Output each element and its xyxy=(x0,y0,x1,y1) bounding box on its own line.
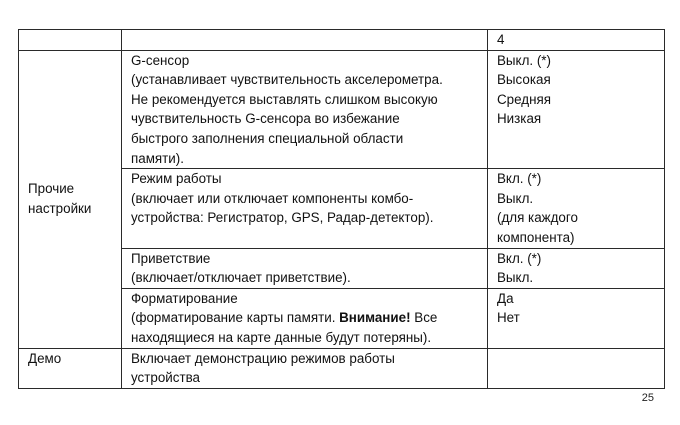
values-cell-formatting xyxy=(488,288,665,348)
settings-table xyxy=(18,29,665,389)
setting-description-line: находящиеся на карте данные будут потеряны). xyxy=(131,329,432,345)
setting-description-line: (включает/отключает приветствие). xyxy=(131,270,351,286)
value-option: Высокая xyxy=(497,72,551,88)
section-label-demo: Демо xyxy=(19,348,122,388)
setting-description-line: памяти). xyxy=(131,150,184,166)
setting-title: Приветствие xyxy=(131,250,211,266)
setting-description-line: Не рекомендуется выставлять слишком высокую xyxy=(131,91,438,107)
table-header-row xyxy=(19,30,665,51)
setting-description-line xyxy=(131,308,481,328)
value-option: Да xyxy=(497,290,514,306)
value-option: компонента) xyxy=(497,229,575,245)
description-text: Все xyxy=(410,310,438,326)
warning-label: Внимание! xyxy=(339,310,411,326)
setting-title: Форматирование xyxy=(131,290,238,306)
section-label-line: Прочие xyxy=(28,181,75,197)
value-option: (для каждого xyxy=(497,210,578,226)
values-cell-g-sensor xyxy=(488,50,665,169)
setting-description-line: быстрого заполнения специальной области xyxy=(131,130,404,146)
values-cell-mode xyxy=(488,169,665,248)
setting-title: G-сенсор xyxy=(131,52,190,68)
setting-cell-demo xyxy=(122,348,488,388)
setting-cell-greeting xyxy=(122,248,488,288)
value-option: Низкая xyxy=(497,111,542,127)
table-row-g-sensor xyxy=(19,50,665,169)
header-cell-empty-1 xyxy=(19,30,122,51)
values-cell-greeting xyxy=(488,248,665,288)
value-option: Вкл. (*) xyxy=(497,250,542,266)
setting-cell-g-sensor xyxy=(122,50,488,169)
setting-description-line: чувствительность G-сенсора во избежание xyxy=(131,111,400,127)
value-option: Вкл. (*) xyxy=(497,171,542,187)
description-text: (форматирование карты памяти. xyxy=(131,310,340,326)
setting-cell-formatting xyxy=(122,288,488,348)
setting-description-line: Включает демонстрацию режимов работы xyxy=(131,350,395,366)
setting-cell-mode xyxy=(122,169,488,248)
header-cell-col3: 4 xyxy=(488,30,665,51)
setting-description-line: устройства: Регистратор, GPS, Радар-детектор). xyxy=(131,210,434,226)
section-label-line: настройки xyxy=(28,201,92,217)
setting-description-line: (включает или отключает компоненты комбо- xyxy=(131,190,414,206)
section-label-other-settings xyxy=(19,50,122,348)
setting-title: Режим работы xyxy=(131,171,222,187)
value-option: Выкл. xyxy=(497,190,534,206)
setting-description-line: (устанавливает чувствительность акселерометра. xyxy=(131,72,443,88)
table-row-demo xyxy=(19,348,665,388)
page-number: 25 xyxy=(641,392,654,404)
values-cell-demo xyxy=(488,348,665,388)
value-option: Выкл. xyxy=(497,270,534,286)
setting-description-line: устройства xyxy=(131,370,200,386)
header-cell-empty-2 xyxy=(122,30,488,51)
value-option: Выкл. (*) xyxy=(497,52,551,68)
value-option: Средняя xyxy=(497,91,551,107)
value-option: Нет xyxy=(497,310,520,326)
